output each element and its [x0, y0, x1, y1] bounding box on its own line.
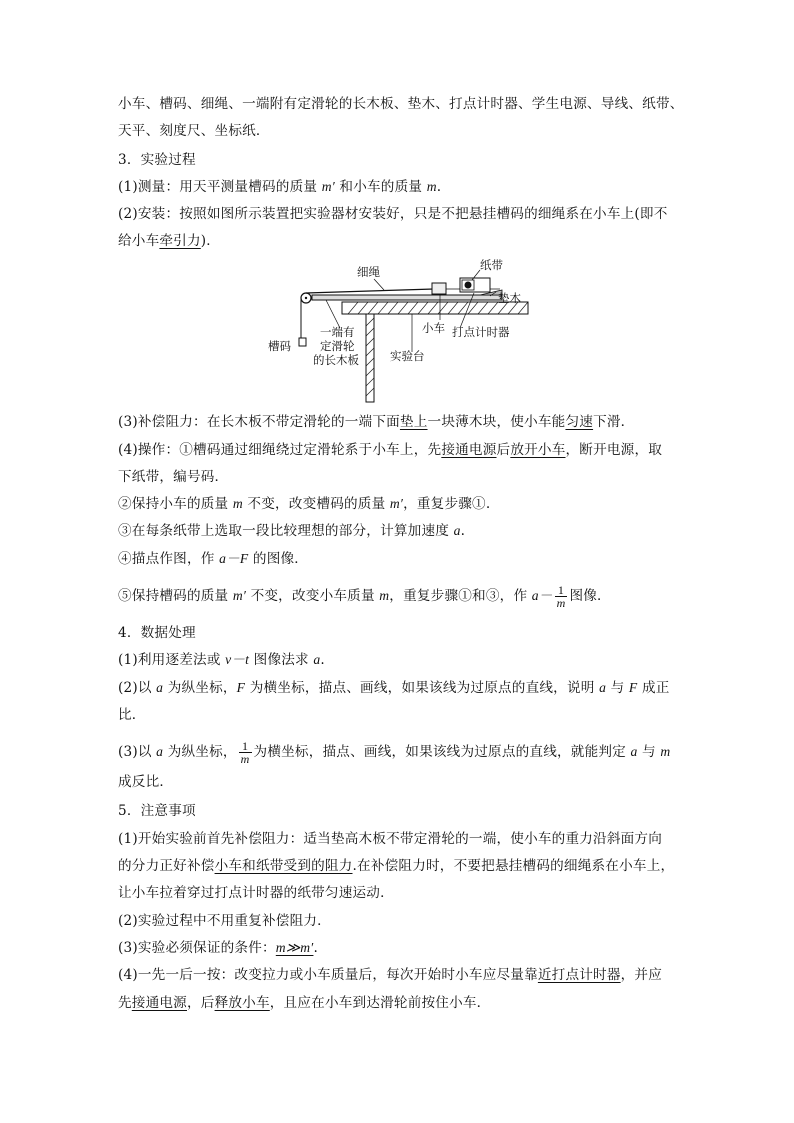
text-line: [118, 231, 220, 251]
fraction-denominator: m: [556, 596, 566, 610]
text-line: [118, 494, 490, 514]
fraction-numerator: 1: [239, 740, 252, 753]
text-span: 小车、槽码、细绳、一端附有定滑轮的长木板、垫木、打点计时器、学生电源、导线、纸带、: [118, 96, 684, 112]
text-line: [118, 883, 394, 903]
text-span: 不变，改变槽码的质量: [242, 496, 390, 512]
text-span: (2)安装：按照如图所示装置把实验器材安装好，只是不把悬挂槽码的细绳系在小车上(即不: [118, 206, 668, 222]
text-span: (3)实验必须保证的条件：: [118, 940, 276, 956]
text-span: .在补偿阻力时，不要把悬挂槽码的细绳系在小车上，: [352, 858, 675, 874]
string-line: [306, 289, 434, 293]
text-span: 图像法求: [249, 652, 314, 668]
text-span: (4)一先一后一按：改变拉力或小车质量后，每次开始时小车应尽量靠: [118, 967, 538, 983]
label-tape: 纸带: [480, 258, 503, 272]
underlined-answer: 接通电源: [441, 442, 497, 458]
text-span: 下滑．: [593, 414, 635, 430]
variable: a－: [531, 588, 553, 603]
label-board-3: 的长木板: [313, 353, 359, 367]
variable: a: [453, 523, 461, 538]
label-table: 实验台: [390, 349, 425, 363]
underlined-answer: 释放小车: [214, 995, 270, 1011]
text-span: 天平、刻度尺、坐标纸．: [118, 123, 270, 139]
text-span: )．: [200, 233, 221, 249]
variable: a: [156, 680, 164, 695]
underlined-answer: 垫上: [399, 414, 428, 430]
text-line: [118, 993, 490, 1013]
text-span: (1)利用逐差法或: [118, 652, 226, 668]
text-span: 与: [606, 680, 629, 696]
text-line: [118, 856, 674, 876]
heading-text: 5．注意事项: [118, 803, 196, 819]
text-span: 不变，改变小车质量: [246, 588, 380, 604]
text-span: 为纵坐标，: [163, 680, 237, 696]
underlined-answer: 匀速: [565, 414, 594, 430]
text-span: ④描点作图，作: [118, 551, 220, 567]
text-line: [118, 204, 668, 224]
text-span: 的分力正好补偿: [118, 858, 215, 874]
variable: m: [426, 179, 437, 194]
text-span: (4)操作：①槽码通过细绳绕过定滑轮系于小车上，先: [118, 442, 442, 458]
text-line: [118, 911, 331, 931]
variable: m: [379, 588, 390, 603]
text-line: [118, 177, 441, 197]
label-timer: 打点计时器: [452, 325, 510, 339]
text-span: 先: [118, 995, 132, 1011]
text-line: [118, 521, 465, 541]
text-span: .: [436, 179, 442, 195]
variable: a: [156, 744, 164, 759]
text-span: (3)以: [118, 744, 157, 760]
text-line: [118, 121, 270, 141]
variable: a－F: [219, 551, 249, 566]
long-board: [312, 295, 502, 300]
text-line: [118, 584, 611, 609]
fraction: [239, 740, 252, 765]
text-span: 与: [637, 744, 661, 760]
variable: v－t: [225, 652, 250, 667]
timer-dot: [465, 282, 472, 289]
text-span: ，且应在小车到达滑轮前按住小车．: [269, 995, 491, 1011]
underlined-answer: 接通电源: [131, 995, 187, 1011]
underlined-answer: 放开小车: [510, 442, 566, 458]
variable: a: [630, 744, 638, 759]
cart: [432, 283, 446, 294]
text-span: ⑤保持槽码的质量: [118, 588, 233, 604]
variable: m: [232, 496, 243, 511]
underlined-answer: 小车和纸带受到的阻力: [214, 858, 353, 874]
text-line: [118, 678, 670, 698]
section-heading: [118, 801, 196, 821]
text-span: 一块薄木块，使小车能: [427, 414, 566, 430]
text-line: [118, 705, 146, 725]
text-line: [118, 94, 684, 114]
label-string: 细绳: [357, 265, 380, 279]
variable: m: [660, 744, 671, 759]
text-line: [118, 467, 228, 487]
label-cart: 小车: [422, 321, 445, 335]
text-line: [118, 740, 670, 765]
variable: m′: [389, 496, 404, 511]
variable: m′: [321, 179, 335, 194]
text-span: 和小车的质量: [334, 179, 427, 195]
variable: F: [628, 680, 638, 695]
text-span: 成正: [637, 680, 670, 696]
fraction-numerator: 1: [555, 584, 568, 597]
text-line: [118, 440, 662, 460]
text-span: 后: [496, 442, 511, 458]
text-line: [118, 965, 662, 985]
text-span: ，重复步骤①.: [403, 496, 491, 512]
text-line: [118, 829, 662, 849]
text-span: 让小车拉着穿过打点计时器的纸带匀速运动．: [118, 885, 394, 901]
hanging-weight: [299, 338, 306, 346]
text-span: (3)补偿阻力：在长木板不带定滑轮的一端下面: [118, 414, 400, 430]
text-line: [118, 938, 318, 958]
text-span: 成反比．: [118, 774, 174, 790]
text-span: 比．: [118, 707, 146, 723]
text-span: 的图像．: [248, 551, 309, 567]
text-span: ，后: [186, 995, 215, 1011]
label-board-2: 定滑轮: [320, 339, 355, 353]
text-span: .: [460, 523, 466, 539]
label-block: 垫木: [498, 291, 521, 305]
text-span: 给小车: [118, 233, 160, 249]
heading-text: 4．数据处理: [118, 625, 196, 641]
text-span: ，断开电源，取: [565, 442, 663, 458]
text-span: 为横坐标，描点、画线，如果该线为过原点的直线，就能判定: [253, 744, 631, 760]
text-span: (1)开始实验前首先补偿阻力：适当垫高木板不带定滑轮的一端，使小车的重力沿斜面方向: [118, 831, 663, 847]
text-span: ，并应: [620, 967, 663, 983]
variable: a: [599, 680, 607, 695]
variable: F: [236, 680, 246, 695]
text-span: .: [320, 652, 325, 668]
apparatus-diagram: [264, 256, 544, 406]
underlined-answer: 牵引力: [159, 233, 201, 249]
text-span: (2)实验过程中不用重复补偿阻力．: [118, 913, 331, 929]
section-heading: [118, 150, 196, 170]
variable: a: [313, 652, 321, 667]
text-line: [118, 549, 308, 569]
text-line: [118, 772, 173, 792]
underlined-answer: m≫m′: [275, 940, 314, 955]
label-weight: 槽码: [268, 339, 291, 353]
text-span: .: [313, 940, 318, 956]
fraction: [555, 584, 568, 609]
text-span: (2)以: [118, 680, 157, 696]
text-span: 为横坐标，描点、画线，如果该线为过原点的直线，说明: [245, 680, 600, 696]
text-span: ②保持小车的质量: [118, 496, 233, 512]
text-span: 为纵坐标，: [163, 744, 237, 760]
underlined-answer: 近打点计时器: [537, 967, 621, 983]
label-board-1: 一端有: [320, 325, 355, 339]
variable: m′: [232, 588, 247, 603]
fraction-denominator: m: [240, 752, 250, 766]
text-span: 下纸带，编号码．: [118, 469, 229, 485]
section-heading: [118, 623, 196, 643]
text-span: 图像．: [569, 588, 611, 604]
text-span: ③在每条纸带上选取一段比较理想的部分，计算加速度: [118, 523, 454, 539]
heading-text: 3．实验过程: [118, 152, 196, 168]
text-line: [118, 650, 325, 670]
text-line: [118, 412, 634, 432]
text-span: ，重复步骤①和③，作: [389, 588, 532, 604]
pulley-axle: [305, 297, 307, 299]
text-span: (1)测量：用天平测量槽码的质量: [118, 179, 322, 195]
